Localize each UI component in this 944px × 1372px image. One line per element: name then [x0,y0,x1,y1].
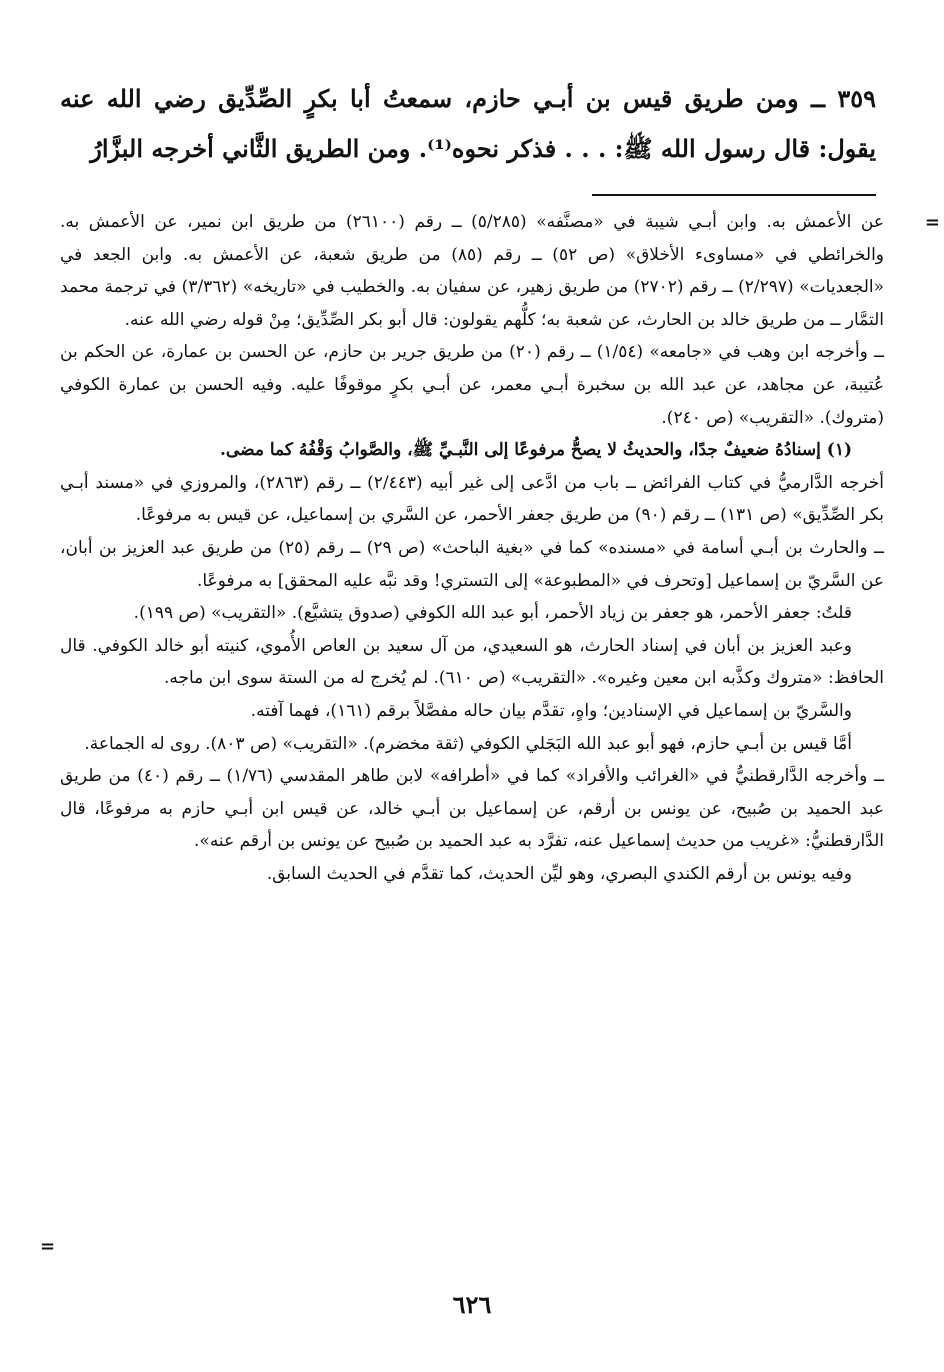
page-number: ٦٢٦ [452,1290,492,1319]
footnote-paragraph: ــ وأخرجه الدَّارقطنيُّ في «الغرائب والأفراد» كما في «أطرافه» لابن طاهر المقدسي (١/٧٦) ــ رقم (٤٠) من طريق عبد الحميد بن صُبيح، عن يونس بن أرقم، عن إسماعيل بن أبـي خالد، عن قيس ابن أبـي حازم به مرفوعًا، قال الدَّارقطنيُّ: «غريب من حديث إسماعيل عنه، تفرَّد به عبد الحميد بن صُبيح عن يونس بن أرقم عنه». [60,766,884,852]
hadith-text: ٣٥٩ ــ ومن طريق قيس بن أبـي حازم، سمعتُ أبا بكرٍ الصِّدِّيق رضي الله عنه يقول: قال رسول الله ﷺ: . . . فذكر نحوه⁽¹⁾. ومن الطريق الثَّاني أخرجه البزَّارُ [60,84,876,163]
footnote-paragraph: ــ والحارث بن أبـي أسامة في «مسنده» كما في «بغية الباحث» (ص ٢٩) ــ رقم (٢٥) من طريق عبد العزيز بن أبان، عن السَّريّ بن إسماعيل [وتحرف في «المطبوعة» إلى التستري! وقد نبَّه عليه المحقق] به مرفوعًا. [60,537,885,591]
footnote-paragraph: أخرجه الدَّارميُّ في كتاب الفرائض ــ باب من ادَّعى إلى غير أبيه (٢/٤٤٣) ــ رقم (٢٨٦٣)، والمروزي في «مسند أبـي بكر الصِّدِّيق» (ص ١٣١) ــ رقم (٩٠) من طريق جعفر الأحمر، عن السَّري بن إسماعيل، عن قيس به مرفوعًا. [60,472,885,526]
footnote-paragraph: أمَّا قيس بن أبـي حازم، فهو أبو عبد الله البَجَلي الكوفي (ثقة مخضرم). «التقريب» (ص ٨٠٣). روى له الجماعة. [84,733,852,754]
footnote-paragraph: وعبد العزيز بن أبان في إسناد الحارث، هو السعيدي، من آل سعيد بن العاص الأُموي، كنيته أبو خالد الكوفي. قال الحافظ: «متروك وكذَّبه ابن معين وغيره». «التقريب» (ص ٦١٠). لم يُخرج له من الستة سوى ابن ماجه. [60,635,884,689]
footnote-separator [592,194,876,196]
continuation-mark-start: = [924,212,940,233]
footnotes [60,206,884,890]
footnote-heading: (١) إسنادُهُ ضعيفٌ جدًا، والحديثُ لا يصحُّ مرفوعًا إلى النَّبـيِّ ﷺ، والصَّوابُ وَقْفُهُ كما مضى. [219,440,852,461]
footnote-paragraph: وفيه يونس بن أرقم الكندي البصري، وهو ليِّن الحديث، كما تقدَّم في الحديث السابق. [266,863,852,884]
footnote-paragraph: عن الأعمش به. وابن أبـي شيبة في «مصنَّفه» (٥/٢٨٥) ــ رقم (٢٦١٠٠) من طريق ابن نمير، عن الأعمش به. والخرائطي في «مساوىء الأخلاق» (ص ٥٢) ــ رقم (٨٥) من طريق شعبة، عن الأعمش به. وابن الجعد في «الجعديات» (٢/٢٩٧) ــ رقم (٢٧٠٢) من طريق زهير، عن سفيان به. والخطيب في «تاريخه» (٣/٣٦٢) في ترجمة محمد التمَّار ــ من طريق خالد بن الحارث، عن شعبة به؛ كلُّهم يقولون: قال أبو بكر الصِّدِّيق؛ مِنْ قوله رضي الله عنه. [60,212,885,330]
footnote-paragraph: والسَّريّ بن إسماعيل في الإسنادين؛ واهٍ، تقدَّم بيان حاله مفصَّلاً برقم (١٦١)، فهما آفته. [250,700,852,721]
continuation-mark-end: = [40,1236,56,1257]
footnote-paragraph: قلتُ: جعفر الأحمر، هو جعفر بن زياد الأحمر، أبو عبد الله الكوفي (صدوق يتشيَّع). «التقريب» (ص ١٩٩). [133,603,852,624]
footnote-paragraph: ــ وأخرجه ابن وهب في «جامعه» (١/٥٤) ــ رقم (٢٠) من طريق جرير بن حازم، عن الحسن بن عمارة، عن الحكم بن عُتيبة، عن مجاهد، عن عبد الله بن سخبرة أبـي معمر، عن أبـي بكرٍ موقوفًا عليه. وفيه الحسن بن عمارة الكوفي (متروك). «التقريب» (ص ٢٤٠). [60,342,884,428]
